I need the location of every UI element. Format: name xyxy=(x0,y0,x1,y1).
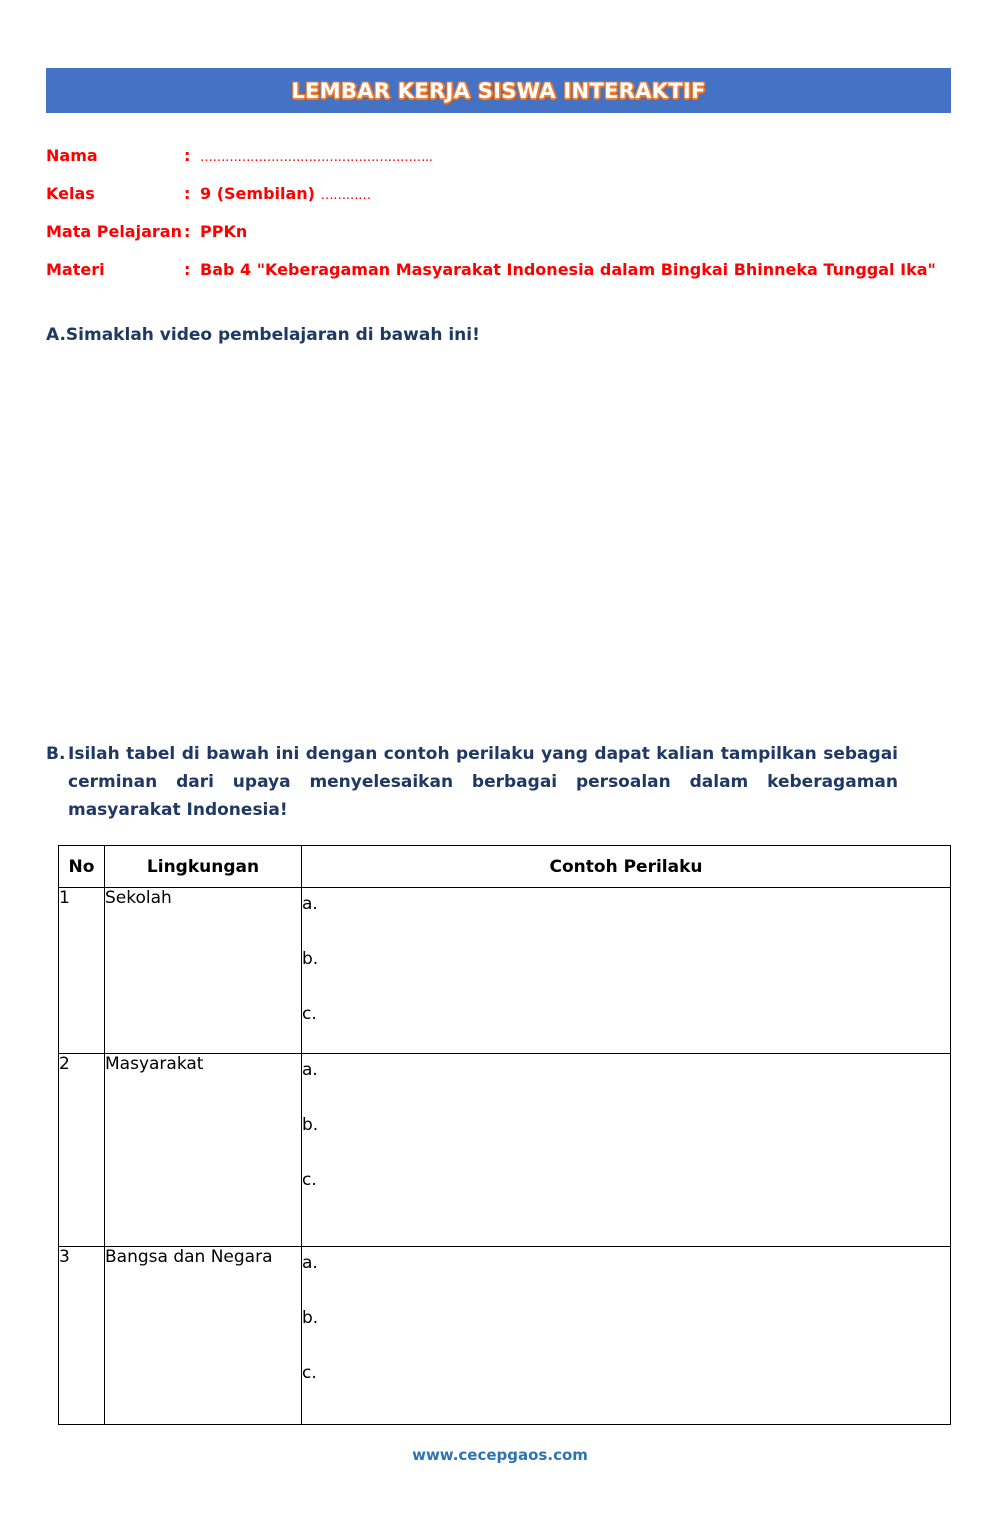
info-label: Nama xyxy=(46,145,98,165)
header-lingkungan: Lingkungan xyxy=(105,846,302,888)
table-row xyxy=(59,888,951,1054)
answer-item[interactable]: a. xyxy=(302,894,318,914)
table-row xyxy=(59,1054,951,1247)
info-value: Bab 4 "Keberagaman Masyarakat Indonesia dalam Bingkai Bhinneka Tunggal Ika" xyxy=(200,259,936,279)
student-info xyxy=(46,136,951,288)
info-value: PPKn xyxy=(200,221,248,241)
info-colon: : xyxy=(184,259,191,279)
info-row-materi xyxy=(46,250,951,288)
behavior-table xyxy=(58,845,951,1425)
row-number: 1 xyxy=(59,888,105,1054)
header-contoh-perilaku: Contoh Perilaku xyxy=(302,846,951,888)
worksheet-title: LEMBAR KERJA SISWA INTERAKTIF xyxy=(291,78,706,103)
fill-dots: ………… xyxy=(320,187,371,203)
answer-item[interactable]: a. xyxy=(302,1253,318,1273)
answer-item[interactable]: a. xyxy=(302,1060,318,1080)
section-b-text: Isilah tabel di bawah ini dengan contoh perilaku yang dapat kalian tampilkan sebagai cerminan dari upaya menyelesaikan berbagai persoalan dalam keberagaman masyarakat Indonesia! xyxy=(68,744,898,820)
info-label: Mata Pelajaran xyxy=(46,221,182,241)
title-banner xyxy=(46,68,951,113)
row-environment: Bangsa dan Negara xyxy=(105,1247,302,1425)
answer-item[interactable]: c. xyxy=(302,1004,317,1024)
fill-dots: ……………………………………………….. xyxy=(200,149,433,165)
answer-item[interactable]: b. xyxy=(302,1308,319,1328)
row-environment: Masyarakat xyxy=(105,1054,302,1247)
row-number: 3 xyxy=(59,1247,105,1425)
section-b-instructions xyxy=(46,740,946,824)
row-examples xyxy=(302,1247,951,1425)
row-environment: Sekolah xyxy=(105,888,302,1054)
info-row-mapel xyxy=(46,212,951,250)
table-row xyxy=(59,1247,951,1425)
answer-item[interactable]: c. xyxy=(302,1363,317,1383)
answer-item[interactable]: b. xyxy=(302,949,319,969)
answer-item[interactable]: c. xyxy=(302,1170,317,1190)
info-value[interactable] xyxy=(200,146,432,165)
section-a-heading: A.Simaklah video pembelajaran di bawah ini! xyxy=(46,325,480,345)
info-label: Materi xyxy=(46,259,105,279)
info-colon: : xyxy=(184,145,191,165)
footer-website-link[interactable]: www.cecepgaos.com xyxy=(412,1446,588,1464)
info-label: Kelas xyxy=(46,183,95,203)
info-colon: : xyxy=(184,221,191,241)
header-no: No xyxy=(59,846,105,888)
info-row-kelas xyxy=(46,174,951,212)
info-row-nama xyxy=(46,136,951,174)
row-examples xyxy=(302,1054,951,1247)
answer-item[interactable]: b. xyxy=(302,1115,319,1135)
row-number: 2 xyxy=(59,1054,105,1247)
info-colon: : xyxy=(184,183,191,203)
table-header-row xyxy=(59,846,951,888)
info-value[interactable]: 9 (Sembilan) ………… xyxy=(200,183,371,203)
row-examples xyxy=(302,888,951,1054)
section-b-marker: B. xyxy=(46,744,66,764)
